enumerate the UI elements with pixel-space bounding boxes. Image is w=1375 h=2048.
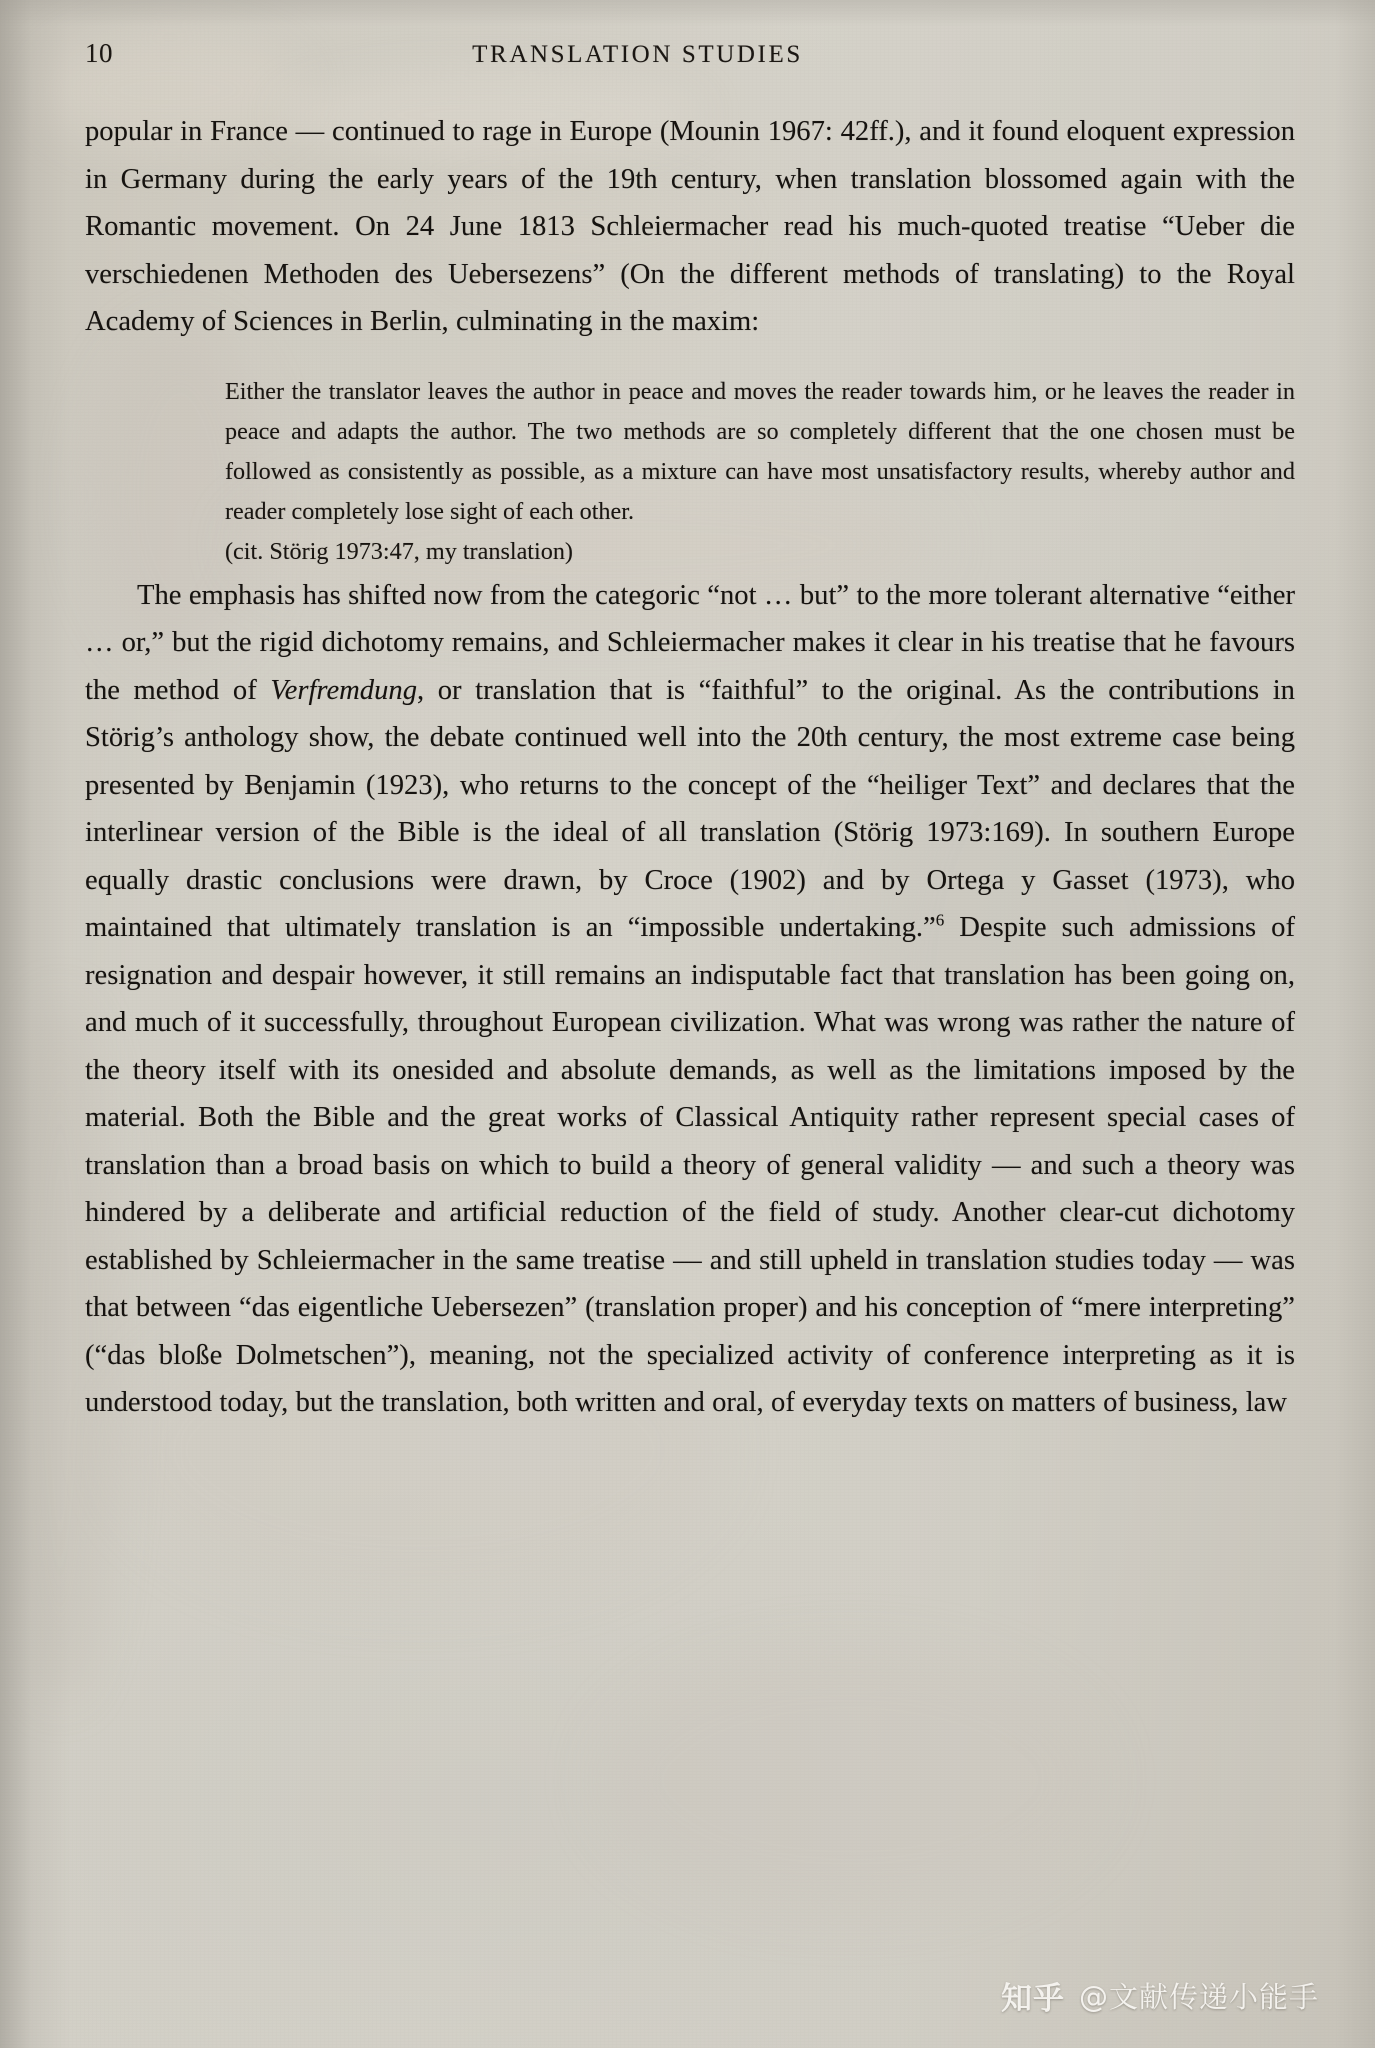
text-column <box>85 108 1295 1427</box>
running-title: TRANSLATION STUDIES <box>472 41 803 68</box>
paragraph-main-part3: Despite such admissions of resignation and despair however, it still remains an indisputable fact that translation has been going on, and much of it successfully, throughout European civilization. What was wrong was rather the nature of the theory itself with its onesided and absolute demands, as well as the limitations imposed by the material. Both the Bible and the great works of Classical Antiquity rather represent special cases of translation than a broad basis on which to build a theory of general validity — and such a theory was hindered by a deliberate and artificial reduction of the field of study. Another clear-cut dichotomy established by Schleiermacher in the same treatise — and still upheld in translation studies today — was that between “das eigentliche Uebersezen” (translation proper) and his conception of “mere interpreting” (“das bloße Dolmetschen”), meaning, not the specialized activity of conference interpreting as it is understood today, but the translation, both written and oral, of everyday texts on matters of business, law <box>85 912 1295 1418</box>
page-number: 10 <box>85 38 113 68</box>
footnote-marker: 6 <box>935 910 945 930</box>
paragraph-main-part2: , or translation that is “faithful” to the original. As the contributions in Störig’s anthology show, the debate continued well into the 20th century, the most extreme case being presented by Benjamin (1923), who returns to the concept of the “heiliger Text” and declares that the interlinear version of the Bible is the ideal of all translation (Störig 1973:169). In southern Europe equally drastic conclusions were drawn, by Croce (1902) and by Ortega y Gasset (1973), who maintained that ultimately translation is an “impossible undertaking.” <box>85 674 1295 943</box>
blockquote-text: Either the translator leaves the author in peace and moves the reader towards him, or he leaves the reader in peace and adapts the author. The two methods are so completely different that the one chosen must be followed as consistently as possible, as a mixture can have most unsatisfactory results, whereby author and reader completely lose sight of each other. <box>225 377 1295 525</box>
blockquote <box>85 372 1295 572</box>
watermark-handle: @文献传递小能手 <box>1078 1980 1319 2014</box>
italic-term-verfremdung: Verfremdung <box>270 674 417 706</box>
paragraph-main-part1: The emphasis has shifted now from the categoric “not … but” to the more tolerant alternative “either … or,” but the rigid dichotomy remains, and Schleiermacher makes it clear in his treatise that he favours the method of <box>85 579 1295 706</box>
watermark <box>1001 1973 1319 2018</box>
paragraph-continued: popular in France — continued to rage in Europe (Mounin 1967: 42ff.), and it found eloquent expression in Germany during the early years of the 19th century, when translation blossomed again with the Romantic movement. On 24 June 1813 Schleiermacher read his much-quoted treatise “Ueber die verschiedenen Methoden des Uebersezens” (On the different methods of translating) to the Royal Academy of Sciences in Berlin, culminating in the maxim: <box>85 116 1295 337</box>
running-head <box>85 36 1290 70</box>
paragraph-main <box>85 572 1295 1427</box>
watermark-logo: 知乎 <box>1000 1981 1065 2017</box>
blockquote-citation: (cit. Störig 1973:47, my translation) <box>225 537 573 565</box>
